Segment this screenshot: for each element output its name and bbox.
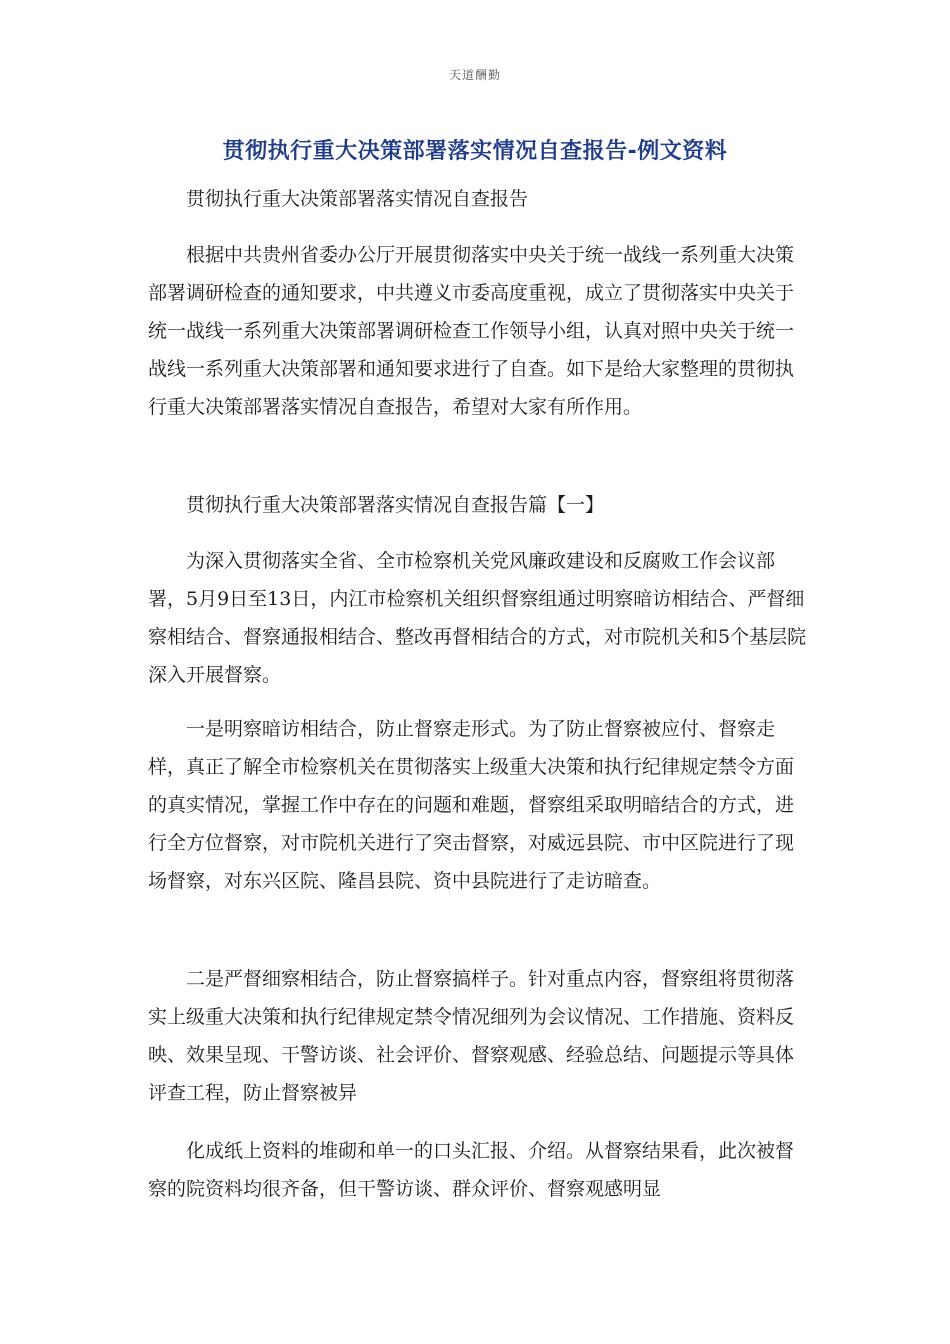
intro-paragraph [148, 236, 808, 426]
paragraph-text: 化成纸上资料的堆砌和单一的口头汇报、介绍。从督察结果看，此次被督察的院资料均很齐备，但干警访谈、群众评价、督察观感明显 [148, 1140, 795, 1200]
section-heading-text: 贯彻执行重大决策部署落实情况自查报告篇【一】 [186, 494, 605, 516]
paragraph-text: 二是严督细察相结合，防止督察搞样子。针对重点内容，督察组将贯彻落实上级重大决策和执行纪律规定禁令情况细列为会议情况、工作措施、资料反映、效果呈现、干警访谈、社会评价、督察观感、经验总结、问题提示等具体评查工程，防止督察被异 [148, 968, 795, 1104]
subtitle-text: 贯彻执行重大决策部署落实情况自查报告 [186, 188, 529, 210]
page-header: 天道酬勤 [448, 68, 501, 82]
section-heading [148, 486, 808, 524]
document-subtitle [148, 180, 808, 218]
body-paragraph [148, 542, 808, 694]
body-paragraph [148, 960, 808, 1112]
paragraph-text: 为深入贯彻落实全省、全市检察机关党风廉政建设和反腐败工作会议部署，5月9日至13日，内江市检察机关组织督察组通过明察暗访相结合、严督细察相结合、督察通报相结合、整改再督相结合的方式，对市院机关和5个基层院深入开展督察。 [148, 550, 807, 686]
paragraph-text: 根据中共贵州省委办公厅开展贯彻落实中央关于统一战线一系列重大决策部署调研检查的通知要求，中共遵义市委高度重视，成立了贯彻落实中央关于统一战线一系列重大决策部署调研检查工作领导小组，认真对照中央关于统一战线一系列重大决策部署和通知要求进行了自查。如下是给大家整理的贯彻执行重大决策部署落实情况自查报告，希望对大家有所作用。 [148, 244, 795, 418]
body-paragraph [148, 710, 808, 900]
body-paragraph [148, 1132, 808, 1208]
paragraph-text: 一是明察暗访相结合，防止督察走形式。为了防止督察被应付、督察走样，真正了解全市检察机关在贯彻落实上级重大决策和执行纪律规定禁令方面的真实情况，掌握工作中存在的问题和难题，督察组采取明暗结合的方式，进行全方位督察，对市院机关进行了突击督察，对威远县院、市中区院进行了现场督察，对东兴区院、隆昌县院、资中县院进行了走访暗查。 [148, 718, 795, 892]
document-title: 贯彻执行重大决策部署落实情况自查报告-例文资料 [222, 139, 728, 164]
